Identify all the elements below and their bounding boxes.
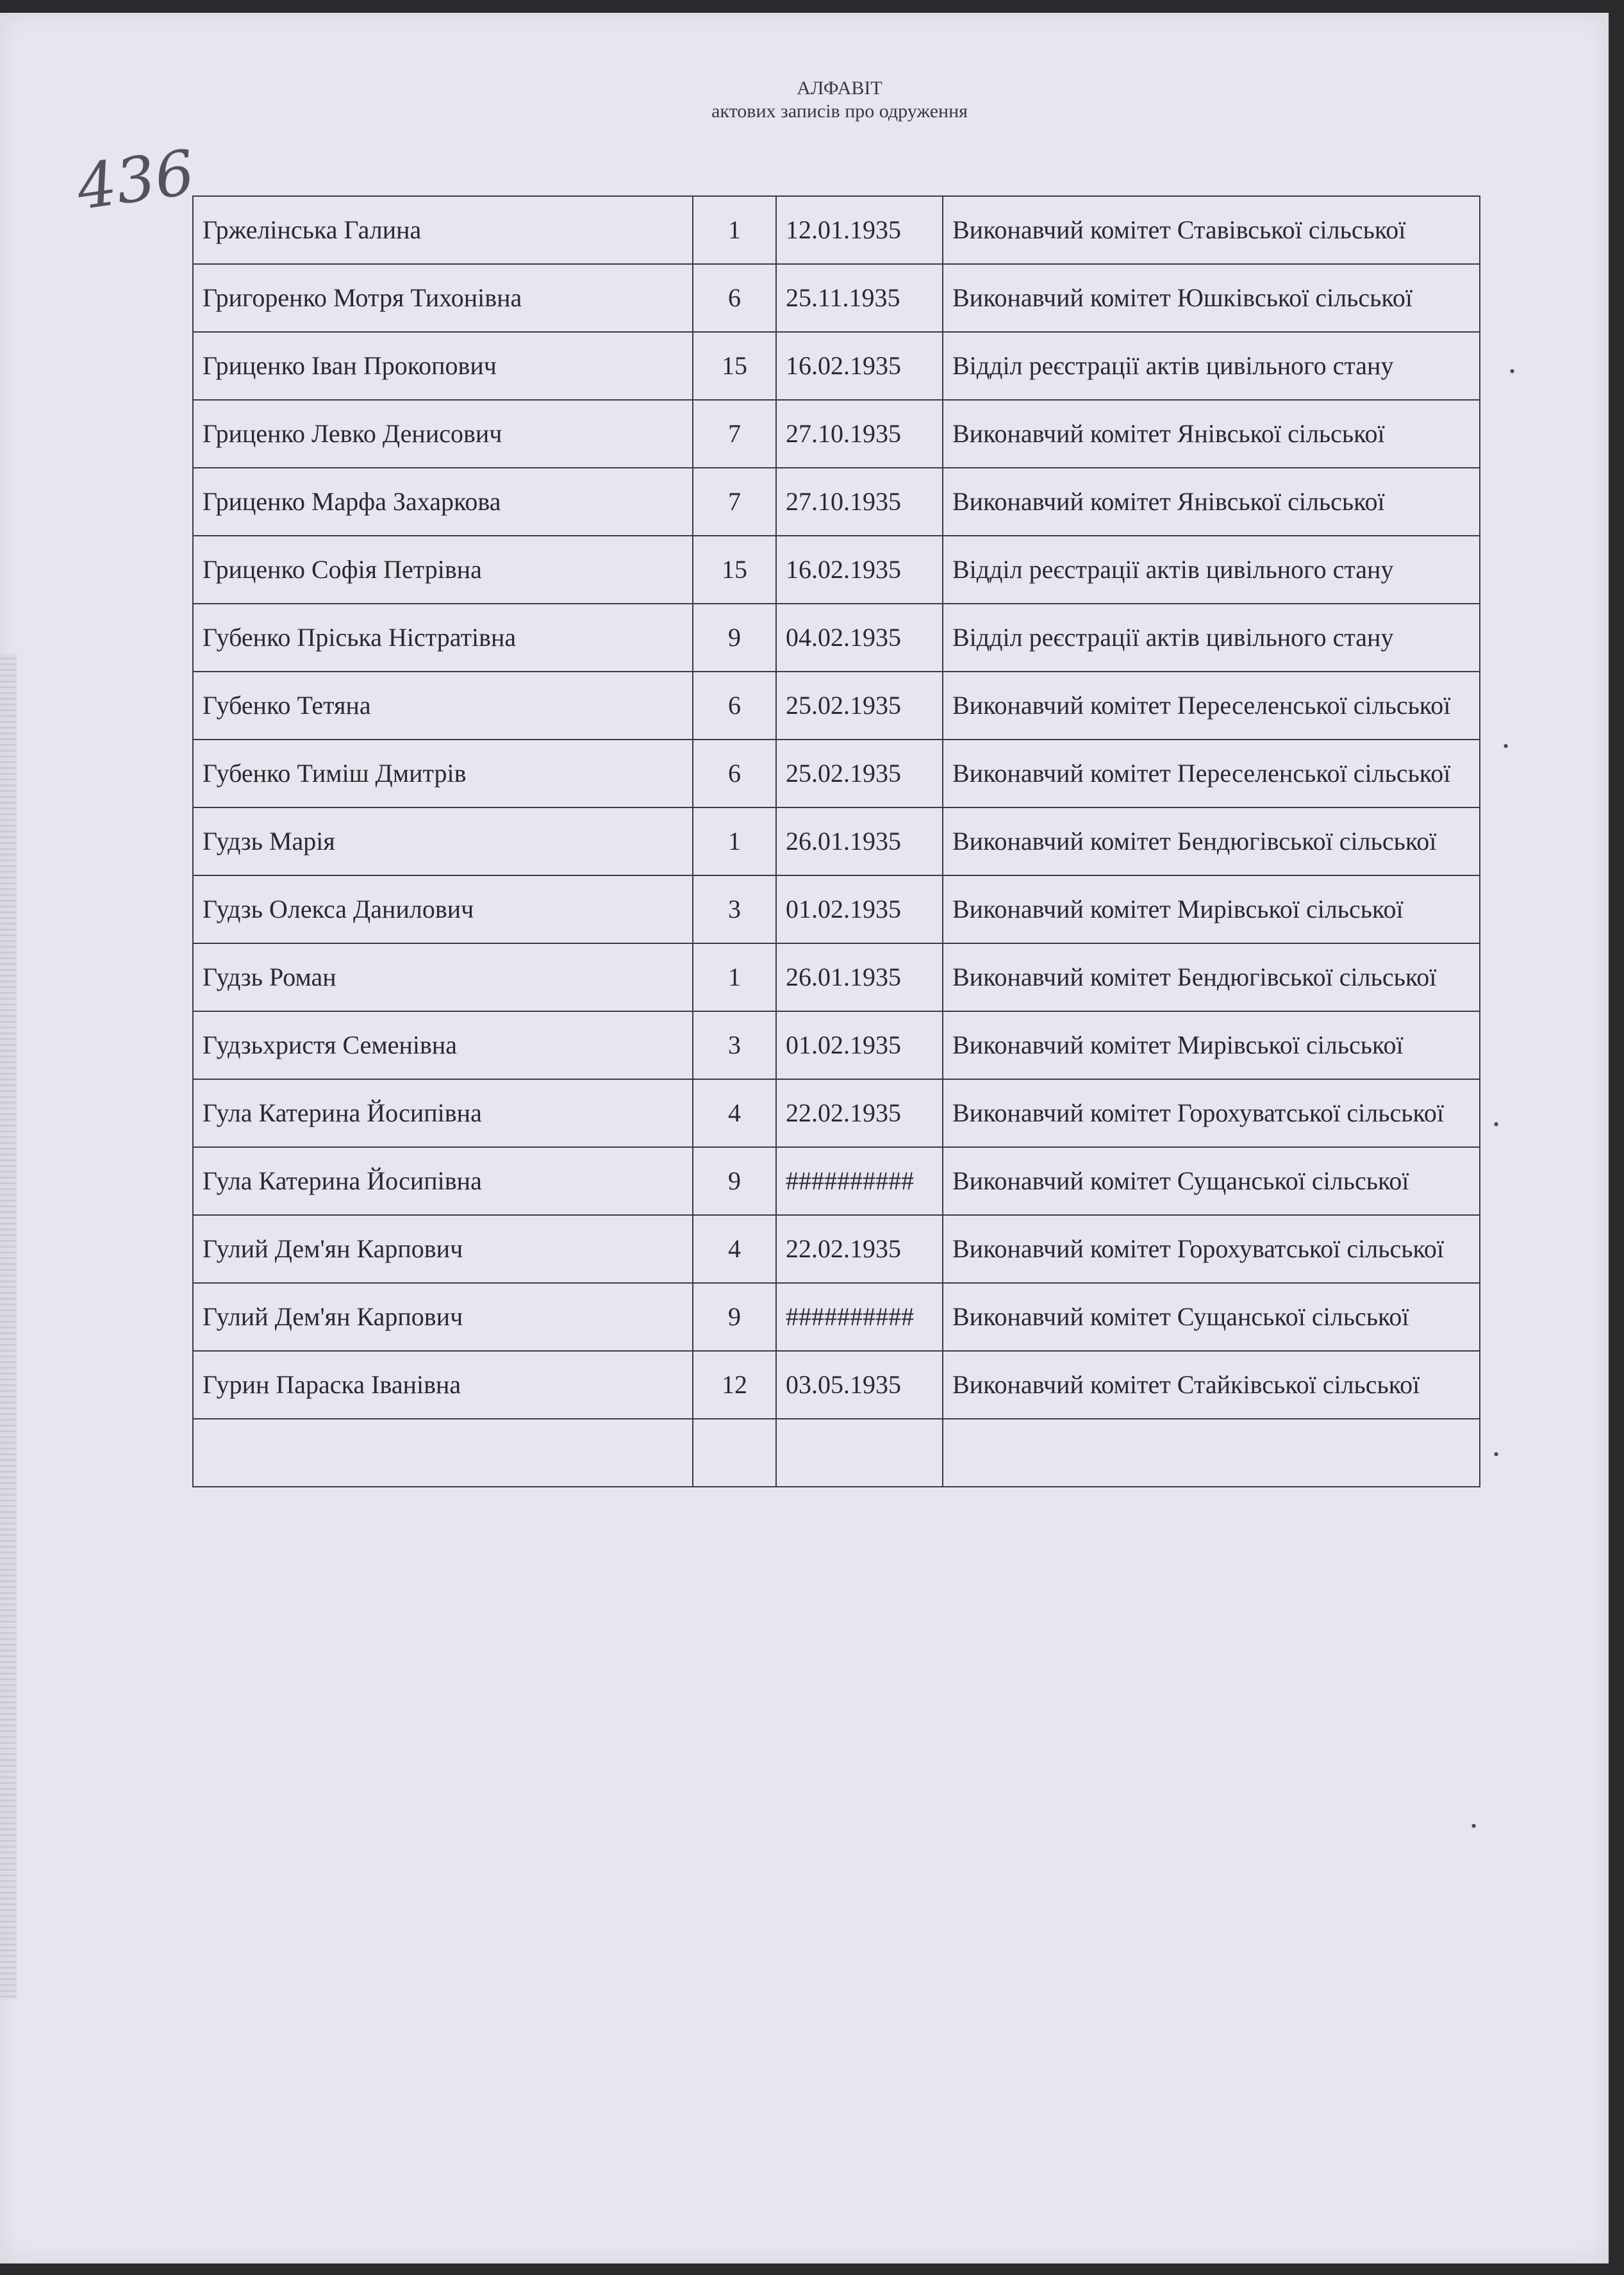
record-number-cell: 1 bbox=[693, 196, 776, 264]
table-row bbox=[193, 400, 1480, 468]
person-name-cell: Гула Катерина Йосипівна bbox=[193, 1079, 693, 1147]
record-number-cell: 9 bbox=[693, 604, 776, 672]
organization-cell: Виконавчий комітет Горохуватської сільської bbox=[943, 1215, 1480, 1283]
records-body bbox=[193, 196, 1480, 1487]
record-date-cell: 22.02.1935 bbox=[776, 1079, 943, 1147]
organization-cell: Виконавчий комітет Янівської сільської bbox=[943, 468, 1480, 536]
person-name-cell bbox=[193, 1419, 693, 1487]
record-date-cell: ########## bbox=[776, 1147, 943, 1215]
table-row bbox=[193, 807, 1480, 875]
table-row bbox=[193, 468, 1480, 536]
record-number-cell: 12 bbox=[693, 1351, 776, 1419]
organization-cell: Відділ реєстрації актів цивільного стану bbox=[943, 332, 1480, 400]
organization-cell: Виконавчий комітет Мирівської сільської bbox=[943, 875, 1480, 943]
scan-speck: • bbox=[1493, 1445, 1500, 1464]
record-date-cell: 27.10.1935 bbox=[776, 468, 943, 536]
person-name-cell: Гудзь Олекса Данилович bbox=[193, 875, 693, 943]
scan-speck: • bbox=[1503, 737, 1509, 756]
record-number-cell: 9 bbox=[693, 1147, 776, 1215]
organization-cell: Виконавчий комітет Переселенської сільської bbox=[943, 672, 1480, 740]
table-row bbox=[193, 943, 1480, 1011]
person-name-cell: Гржелінська Галина bbox=[193, 196, 693, 264]
document-page bbox=[0, 13, 1609, 2263]
person-name-cell: Гурин Параска Іванівна bbox=[193, 1351, 693, 1419]
record-number-cell: 15 bbox=[693, 536, 776, 604]
record-number-cell: 3 bbox=[693, 875, 776, 943]
record-number-cell: 6 bbox=[693, 264, 776, 332]
document-header bbox=[641, 77, 1038, 123]
table-row bbox=[193, 1351, 1480, 1419]
organization-cell: Виконавчий комітет Юшківської сільської bbox=[943, 264, 1480, 332]
record-date-cell: 04.02.1935 bbox=[776, 604, 943, 672]
record-number-cell: 9 bbox=[693, 1283, 776, 1351]
organization-cell: Виконавчий комітет Сущанської сільської bbox=[943, 1283, 1480, 1351]
table-row bbox=[193, 1215, 1480, 1283]
table-row bbox=[193, 264, 1480, 332]
table-row bbox=[193, 536, 1480, 604]
record-date-cell: 01.02.1935 bbox=[776, 1011, 943, 1079]
person-name-cell: Гриценко Левко Денисович bbox=[193, 400, 693, 468]
organization-cell bbox=[943, 1419, 1480, 1487]
person-name-cell: Гриценко Марфа Захаркова bbox=[193, 468, 693, 536]
scan-speck: • bbox=[1509, 362, 1516, 381]
table-row bbox=[193, 1419, 1480, 1487]
person-name-cell: Гулий Дем'ян Карпович bbox=[193, 1215, 693, 1283]
record-number-cell: 7 bbox=[693, 468, 776, 536]
record-number-cell: 6 bbox=[693, 740, 776, 807]
scan-edge-artifact bbox=[0, 654, 17, 1999]
person-name-cell: Губенко Тетяна bbox=[193, 672, 693, 740]
record-date-cell: ########## bbox=[776, 1283, 943, 1351]
record-date-cell: 26.01.1935 bbox=[776, 943, 943, 1011]
organization-cell: Виконавчий комітет Переселенської сільської bbox=[943, 740, 1480, 807]
record-number-cell: 1 bbox=[693, 807, 776, 875]
record-date-cell bbox=[776, 1419, 943, 1487]
organization-cell: Виконавчий комітет Горохуватської сільської bbox=[943, 1079, 1480, 1147]
record-number-cell: 1 bbox=[693, 943, 776, 1011]
table-row bbox=[193, 1283, 1480, 1351]
table-row bbox=[193, 1079, 1480, 1147]
organization-cell: Виконавчий комітет Мирівської сільської bbox=[943, 1011, 1480, 1079]
organization-cell: Відділ реєстрації актів цивільного стану bbox=[943, 604, 1480, 672]
table-row bbox=[193, 604, 1480, 672]
scan-speck: • bbox=[1471, 1817, 1477, 1835]
record-number-cell bbox=[693, 1419, 776, 1487]
person-name-cell: Гриценко Іван Прокопович bbox=[193, 332, 693, 400]
organization-cell: Виконавчий комітет Ставівської сільської bbox=[943, 196, 1480, 264]
document-subtitle: актових записів про одруження bbox=[711, 101, 968, 122]
marriage-records-table bbox=[192, 195, 1480, 1487]
organization-cell: Виконавчий комітет Сущанської сільської bbox=[943, 1147, 1480, 1215]
table-row bbox=[193, 332, 1480, 400]
table-row bbox=[193, 672, 1480, 740]
person-name-cell: Губенко Пріська Ністратівна bbox=[193, 604, 693, 672]
scan-speck: • bbox=[1493, 1115, 1500, 1134]
organization-cell: Виконавчий комітет Янівської сільської bbox=[943, 400, 1480, 468]
table-row bbox=[193, 1147, 1480, 1215]
record-date-cell: 25.11.1935 bbox=[776, 264, 943, 332]
record-date-cell: 03.05.1935 bbox=[776, 1351, 943, 1419]
record-date-cell: 25.02.1935 bbox=[776, 672, 943, 740]
table-row bbox=[193, 740, 1480, 807]
record-date-cell: 22.02.1935 bbox=[776, 1215, 943, 1283]
record-number-cell: 7 bbox=[693, 400, 776, 468]
record-number-cell: 4 bbox=[693, 1079, 776, 1147]
record-date-cell: 25.02.1935 bbox=[776, 740, 943, 807]
record-number-cell: 3 bbox=[693, 1011, 776, 1079]
person-name-cell: Гриценко Софія Петрівна bbox=[193, 536, 693, 604]
record-date-cell: 27.10.1935 bbox=[776, 400, 943, 468]
organization-cell: Виконавчий комітет Бендюгівської сільської bbox=[943, 807, 1480, 875]
person-name-cell: Гудзь Марія bbox=[193, 807, 693, 875]
record-number-cell: 15 bbox=[693, 332, 776, 400]
organization-cell: Виконавчий комітет Стайківської сільської bbox=[943, 1351, 1480, 1419]
document-title: АЛФАВІТ bbox=[797, 78, 882, 99]
handwritten-page-number: 436 bbox=[72, 136, 199, 224]
person-name-cell: Гулий Дем'ян Карпович bbox=[193, 1283, 693, 1351]
record-date-cell: 16.02.1935 bbox=[776, 332, 943, 400]
person-name-cell: Губенко Тиміш Дмитрів bbox=[193, 740, 693, 807]
record-date-cell: 26.01.1935 bbox=[776, 807, 943, 875]
person-name-cell: Григоренко Мотря Тихонівна bbox=[193, 264, 693, 332]
record-number-cell: 4 bbox=[693, 1215, 776, 1283]
organization-cell: Виконавчий комітет Бендюгівської сільської bbox=[943, 943, 1480, 1011]
table-row bbox=[193, 196, 1480, 264]
record-date-cell: 01.02.1935 bbox=[776, 875, 943, 943]
person-name-cell: Гудзь Роман bbox=[193, 943, 693, 1011]
person-name-cell: Гула Катерина Йосипівна bbox=[193, 1147, 693, 1215]
table-row bbox=[193, 1011, 1480, 1079]
person-name-cell: Гудзьхристя Семенівна bbox=[193, 1011, 693, 1079]
record-number-cell: 6 bbox=[693, 672, 776, 740]
table-row bbox=[193, 875, 1480, 943]
record-date-cell: 12.01.1935 bbox=[776, 196, 943, 264]
organization-cell: Відділ реєстрації актів цивільного стану bbox=[943, 536, 1480, 604]
record-date-cell: 16.02.1935 bbox=[776, 536, 943, 604]
